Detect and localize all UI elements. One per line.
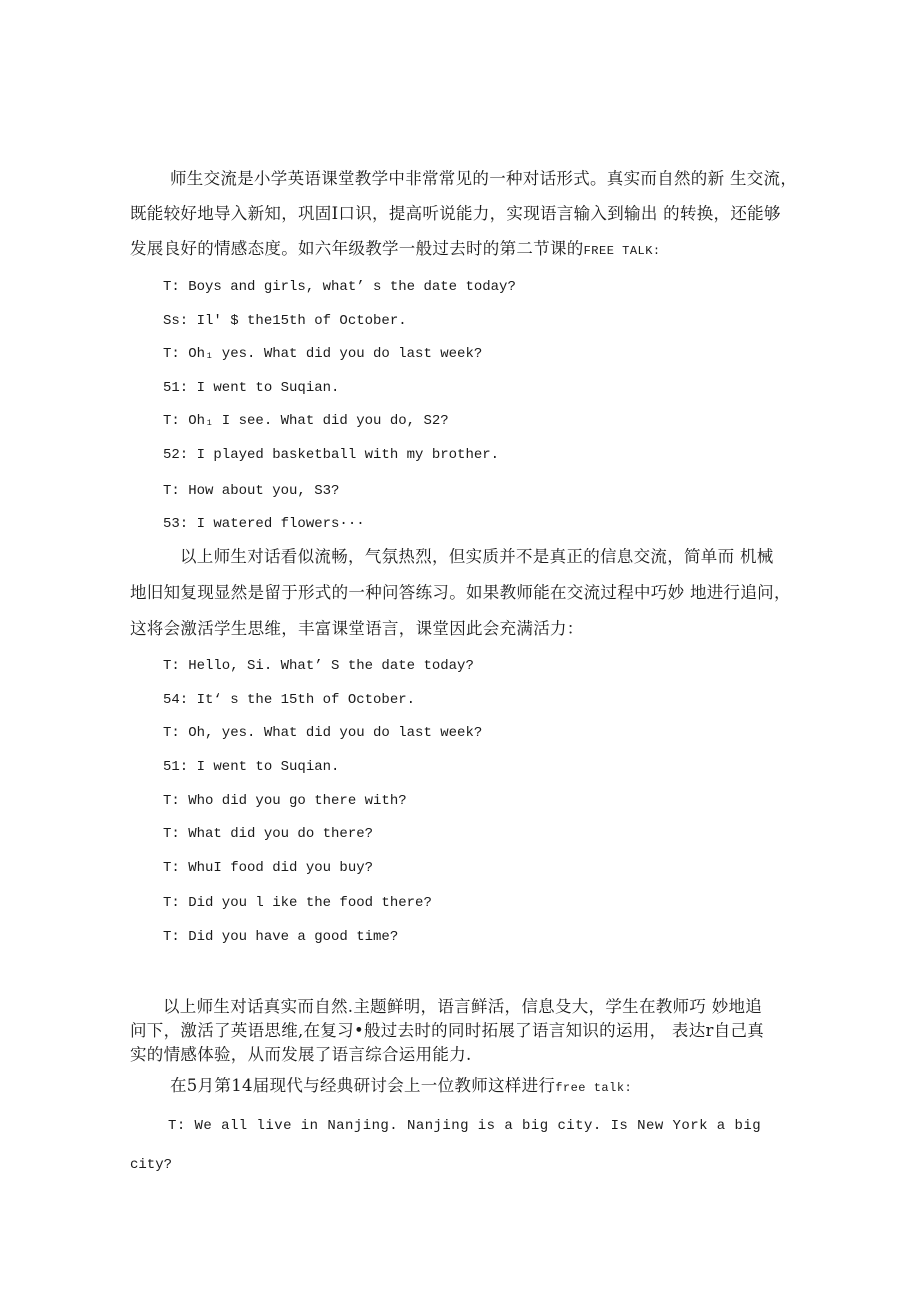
dialogue-2-line: T: Did you have a good time? [163, 929, 399, 945]
free-talk-label: free talk: [555, 1081, 633, 1095]
dialogue-2-line: 51: I went to Suqian. [163, 759, 340, 775]
dialogue-2-line: T: Who did you go there with? [163, 793, 407, 809]
dialogue-2-line: T: What did you do there? [163, 826, 374, 842]
dialogue-2-line: T: Oh, yes. What did you do last week? [163, 725, 483, 741]
dialogue-1-line: T: Boys and girls, what’ s the date today? [163, 279, 516, 295]
paragraph-4-line-1 [170, 1074, 632, 1100]
paragraph-3-line-3: 实的情感体验，从而发展了语言综合运用能力. [130, 1045, 472, 1064]
dialogue-1-line: Ss: Il' $ the15th of October. [163, 313, 407, 329]
dialogue-2-line: T: WhuI food did you buy? [163, 860, 374, 876]
dialogue-3-line-1: T: We all live in Nanjing. Nanjing is a big city. Is New York a big [168, 1118, 762, 1134]
paragraph-3-line-2: 问下，激活了英语思维,在复习•般过去时的同时拓展了语言知识的运用， 表达r自己真 [130, 1021, 765, 1040]
paragraph-3-line-1: 以上师生对话真实而自然.主题鲜明，语言鲜活，信息殳大，学生在教师巧 妙地追 [163, 997, 763, 1016]
dialogue-1-line: T: Oh₁ I see. What did you do, S2? [163, 413, 449, 429]
paragraph-1-line-2: 既能较好地导入新知，巩固I口识，提高听说能力，实现语言输入到输出 的转换，还能够 [130, 204, 781, 223]
free-talk-heading: FREE TALK: [583, 244, 661, 258]
dialogue-1-line: 52: I played basketball with my brother. [163, 447, 500, 463]
dialogue-1-line: 53: I watered flowers··· [163, 516, 365, 532]
paragraph-4-text: 在5月第14届现代与经典研讨会上一位教师这样进行 [170, 1076, 556, 1095]
paragraph-1-line-3 [130, 237, 661, 263]
dialogue-2-line: T: Hello, Si. What’ S the date today? [163, 658, 474, 674]
paragraph-2-line-1: 以上师生对话看似流畅，气氛热烈，但实质并不是真正的信息交流，简单而 机械 [180, 547, 774, 566]
paragraph-1-line-3-text: 发展良好的情感态度。如六年级教学一般过去时的第二节课的 [130, 239, 584, 258]
paragraph-1-line-1: 师生交流是小学英语课堂教学中非常常见的一种对话形式。真实而自然的新 生交流， [170, 169, 798, 188]
dialogue-1-line: T: Oh₁ yes. What did you do last week? [163, 346, 483, 362]
dialogue-2-line: T: Did you l ike the food there? [163, 895, 432, 911]
dialogue-1-line: T: How about you, S3? [163, 483, 340, 499]
dialogue-3-line-2: city? [130, 1157, 173, 1173]
paragraph-2-line-3: 这将会激活学生思维，丰富课堂语言，课堂因此会充满活力： [130, 619, 584, 638]
paragraph-2-line-2: 地旧知复现显然是留于形式的一种问答练习。如果教师能在交流过程中巧妙 地进行追问， [130, 583, 791, 602]
dialogue-2-line: 54: It‘ s the 15th of October. [163, 692, 416, 708]
dialogue-1-line: 51: I went to Suqian. [163, 380, 340, 396]
